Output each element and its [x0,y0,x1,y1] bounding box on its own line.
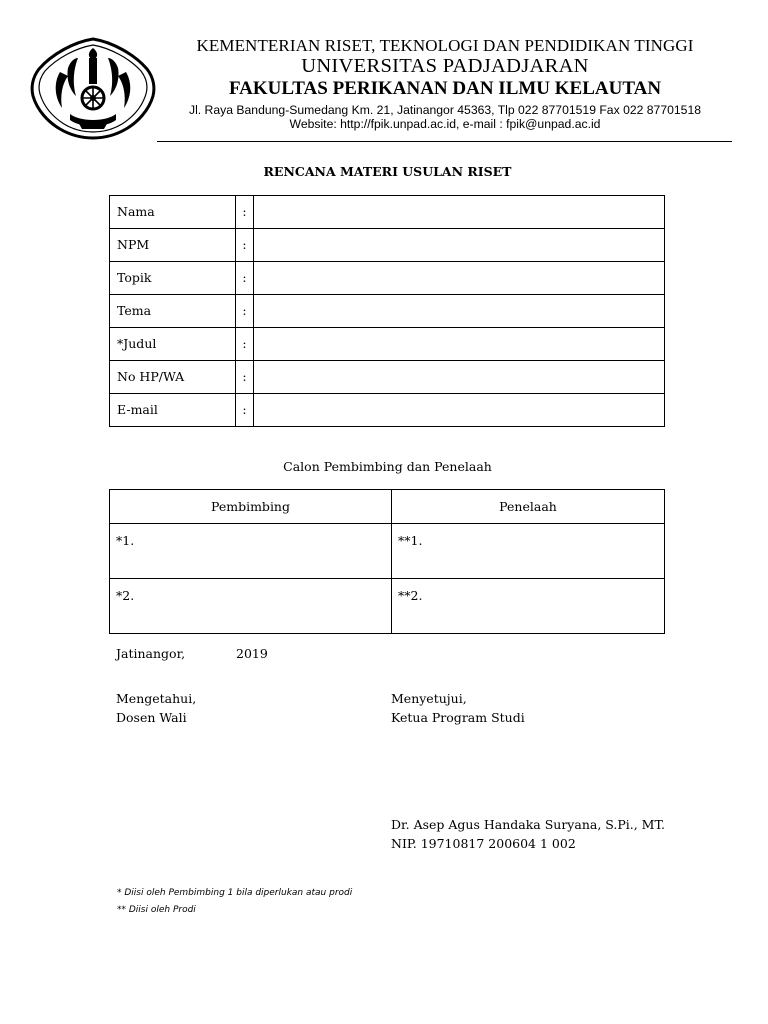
table-row [110,328,665,361]
left-sign-line2: Dosen Wali [116,710,187,725]
year-label: 2019 [236,646,268,661]
signatory-name: Dr. Asep Agus Handaka Suryana, S.Pi., MT. [391,817,665,832]
university-logo [30,36,156,140]
faculty-name: FAKULTAS PERIKANAN DAN ILMU KELAUTAN [228,78,662,99]
ministry-name: KEMENTERIAN RISET, TEKNOLOGI DAN PENDIDIKAN TINGGI [196,36,694,55]
advisors-section-title: Calon Pembimbing dan Penelaah [283,459,492,474]
field-label: *Judul [110,328,236,361]
pembimbing-1-cell[interactable]: *1. [110,524,392,579]
penelaah-1-cell[interactable]: **1. [392,524,665,579]
table-row [110,579,665,634]
field-colon: : [236,262,254,295]
right-sign-line2: Ketua Program Studi [391,710,525,725]
table-header-row [110,490,665,524]
field-value-judul[interactable] [254,328,665,361]
address-line: Jl. Raya Bandung-Sumedang Km. 21, Jatinangor 45363, Tlp 022 87701519 Fax 022 87701518 [188,103,702,117]
left-signature-block [116,689,196,727]
field-value-npm[interactable] [254,229,665,262]
website-line: Website: http://fpik.unpad.ac.id, e-mail : fpik@unpad.ac.id [289,117,601,131]
document-title: RENCANA MATERI USULAN RISET [263,164,512,179]
student-info-table [109,195,665,427]
column-header-penelaah: Penelaah [392,490,665,524]
pembimbing-2-cell[interactable]: *2. [110,579,392,634]
field-colon: : [236,394,254,427]
table-row [110,295,665,328]
letterhead-divider [157,141,732,142]
field-value-email[interactable] [254,394,665,427]
table-row [110,524,665,579]
place-label: Jatinangor, [116,646,186,661]
field-label: Nama [110,196,236,229]
right-signature-block [391,689,525,727]
signatory-block [391,815,665,853]
letterhead [160,36,730,131]
field-label: No HP/WA [110,361,236,394]
field-colon: : [236,295,254,328]
right-sign-line1: Menyetujui, [391,691,467,706]
field-value-phone[interactable] [254,361,665,394]
field-colon: : [236,328,254,361]
advisors-table [109,489,665,634]
field-colon: : [236,196,254,229]
penelaah-2-cell[interactable]: **2. [392,579,665,634]
footnote-2: ** Diisi oleh Prodi [117,905,196,915]
field-value-topik[interactable] [254,262,665,295]
table-row [110,229,665,262]
left-sign-line1: Mengetahui, [116,691,197,706]
field-label: NPM [110,229,236,262]
field-value-nama[interactable] [254,196,665,229]
column-header-pembimbing: Pembimbing [110,490,392,524]
signatory-nip: NIP. 19710817 200604 1 002 [391,836,576,851]
table-row [110,262,665,295]
field-colon: : [236,361,254,394]
university-name: UNIVERSITAS PADJADJARAN [301,55,589,77]
field-value-tema[interactable] [254,295,665,328]
field-colon: : [236,229,254,262]
field-label: E-mail [110,394,236,427]
field-label: Tema [110,295,236,328]
table-row [110,394,665,427]
table-row [110,361,665,394]
field-label: Topik [110,262,236,295]
footnote-1: * Diisi oleh Pembimbing 1 bila diperlukan atau prodi [117,888,353,898]
table-row [110,196,665,229]
